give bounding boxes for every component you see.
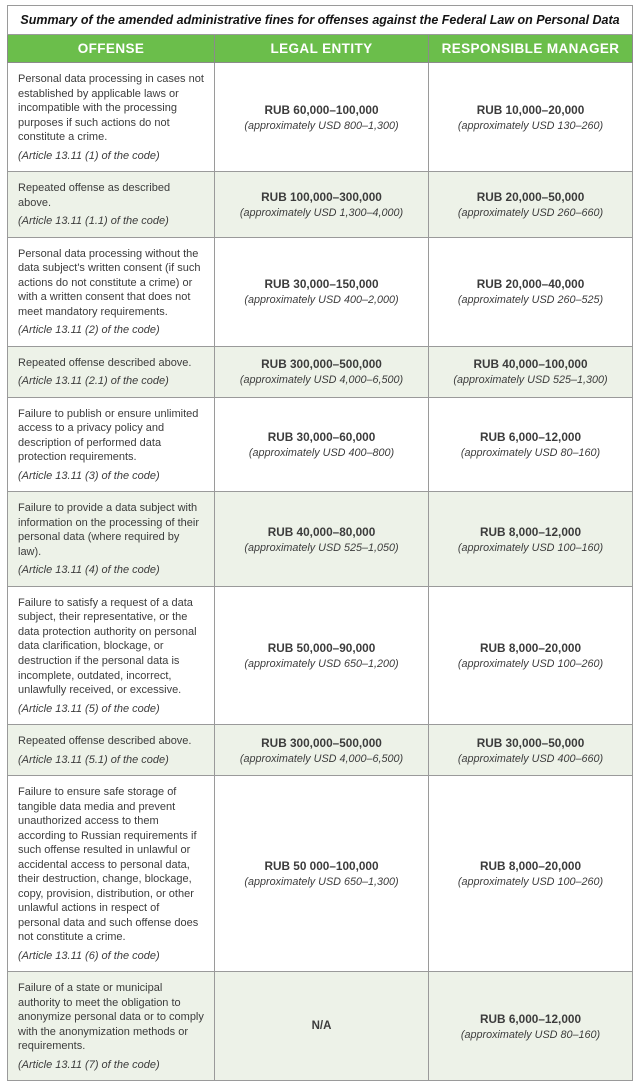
offense-cell [8, 346, 215, 397]
legal-entity-fine-usd: (approximately USD 800–1,300) [244, 119, 399, 132]
responsible-manager-fine-rub: RUB 8,000–20,000 [480, 859, 581, 874]
offense-description: Repeated offense described above. [18, 356, 192, 369]
responsible-manager-fine-usd: (approximately USD 260–525) [457, 294, 604, 307]
table-row [8, 63, 633, 172]
article-reference: (Article 13.11 (2) of the code) [18, 324, 160, 337]
responsible-manager-fine-usd: (approximately USD 130–260) [457, 119, 604, 132]
article-reference: (Article 13.11 (1) of the code) [18, 149, 160, 162]
column-header-offense: OFFENSE [8, 35, 215, 63]
responsible-manager-fine-rub: RUB 8,000–12,000 [480, 524, 581, 539]
article-reference: (Article 13.11 (5) of the code) [18, 702, 160, 715]
responsible-manager-fine-rub: RUB 10,000–20,000 [476, 102, 585, 117]
responsible-manager-fine-rub: RUB 30,000–50,000 [476, 735, 585, 750]
table-row [8, 346, 633, 397]
table-row [8, 776, 633, 972]
responsible-manager-fine-usd: (approximately USD 100–260) [457, 876, 604, 889]
legal-entity-fine-cell [215, 172, 429, 238]
table-row [8, 397, 633, 492]
legal-entity-fine-rub: RUB 50,000–90,000 [267, 640, 376, 655]
offense-cell [8, 237, 215, 346]
legal-entity-fine-cell [215, 492, 429, 587]
offense-description: Personal data processing without the data subject's written consent (if such actions do not constitute a crime) or with a written consent that does not meet mandatory requirements. [18, 247, 201, 318]
responsible-manager-fine-cell [429, 776, 633, 972]
legal-entity-fine-usd: (approximately USD 400–2,000) [244, 294, 399, 307]
column-header-legal-entity: LEGAL ENTITY [215, 35, 429, 63]
legal-entity-fine-cell [215, 776, 429, 972]
responsible-manager-fine-cell [429, 237, 633, 346]
offense-description: Failure to satisfy a request of a data subject, their representative, or the data protection authority on personal data clarification, blockage, or destruction if the personal data is incomplete, outdated, incorrect, unlawfully received, or excessive. [18, 596, 197, 697]
offense-cell [8, 397, 215, 492]
responsible-manager-fine-usd: (approximately USD 525–1,300) [453, 374, 608, 387]
responsible-manager-fine-rub: RUB 20,000–50,000 [476, 189, 585, 204]
legal-entity-fine-cell [215, 725, 429, 776]
fines-table [7, 5, 633, 1081]
table-row [8, 237, 633, 346]
offense-cell [8, 492, 215, 587]
offense-description: Repeated offense described above. [18, 735, 192, 748]
legal-entity-fine-usd: (approximately USD 1,300–4,000) [239, 206, 404, 219]
responsible-manager-fine-cell [429, 346, 633, 397]
legal-entity-fine-cell [215, 63, 429, 172]
offense-description: Failure to publish or ensure unlimited access to a privacy policy and description of performed data protection requirements. [18, 407, 199, 464]
table-row [8, 586, 633, 724]
legal-entity-fine-usd: (approximately USD 4,000–6,500) [239, 752, 404, 765]
article-reference: (Article 13.11 (5.1) of the code) [18, 753, 169, 766]
responsible-manager-fine-rub: RUB 20,000–40,000 [476, 277, 585, 292]
article-reference: (Article 13.11 (2.1) of the code) [18, 375, 169, 388]
responsible-manager-fine-usd: (approximately USD 400–660) [457, 752, 604, 765]
table-row [8, 172, 633, 238]
responsible-manager-fine-usd: (approximately USD 100–160) [457, 541, 604, 554]
legal-entity-fine-usd: (approximately USD 650–1,300) [244, 876, 399, 889]
legal-entity-fine-cell [215, 237, 429, 346]
responsible-manager-fine-cell [429, 397, 633, 492]
fines-table-body [8, 63, 633, 1081]
responsible-manager-fine-cell [429, 172, 633, 238]
offense-cell [8, 172, 215, 238]
legal-entity-fine-usd: (approximately USD 650–1,200) [244, 657, 399, 670]
offense-cell [8, 63, 215, 172]
table-row [8, 492, 633, 587]
offense-description: Failure of a state or municipal authority to meet the obligation to anonymize personal data or to comply with the anonymization methods or requirements. [18, 982, 204, 1053]
legal-entity-fine-rub: N/A [311, 1020, 332, 1033]
legal-entity-fine-cell [215, 346, 429, 397]
article-reference: (Article 13.11 (3) of the code) [18, 469, 160, 482]
article-reference: (Article 13.11 (4) of the code) [18, 564, 160, 577]
legal-entity-fine-cell [215, 586, 429, 724]
article-reference: (Article 13.11 (7) of the code) [18, 1058, 160, 1071]
responsible-manager-fine-cell [429, 586, 633, 724]
table-title: Summary of the amended administrative fines for offenses against the Federal Law on Personal Data [8, 6, 633, 35]
offense-description: Personal data processing in cases not established by applicable laws or incompatible with the processing purposes if such actions do not constitute a crime. [18, 73, 204, 144]
legal-entity-fine-rub: RUB 300,000–500,000 [261, 357, 382, 372]
table-row [8, 972, 633, 1081]
responsible-manager-fine-cell [429, 972, 633, 1081]
legal-entity-fine-cell [215, 972, 429, 1081]
legal-entity-fine-rub: RUB 30,000–60,000 [267, 430, 376, 445]
responsible-manager-fine-usd: (approximately USD 260–660) [457, 206, 604, 219]
responsible-manager-fine-usd: (approximately USD 100–260) [457, 657, 604, 670]
column-header-responsible-manager: RESPONSIBLE MANAGER [429, 35, 633, 63]
responsible-manager-fine-cell [429, 63, 633, 172]
responsible-manager-fine-usd: (approximately USD 80–160) [460, 1028, 601, 1041]
responsible-manager-fine-rub: RUB 6,000–12,000 [480, 1011, 581, 1026]
responsible-manager-fine-usd: (approximately USD 80–160) [460, 447, 601, 460]
legal-entity-fine-rub: RUB 40,000–80,000 [267, 524, 376, 539]
offense-cell [8, 776, 215, 972]
responsible-manager-fine-rub: RUB 6,000–12,000 [480, 430, 581, 445]
responsible-manager-fine-cell [429, 725, 633, 776]
responsible-manager-fine-rub: RUB 40,000–100,000 [473, 357, 588, 372]
table-title-row [8, 6, 633, 35]
offense-description: Repeated offense as described above. [18, 182, 171, 209]
offense-description: Failure to ensure safe storage of tangible data media and prevent unauthorized access to them according to Russian requirements if such offense resulted in unlawful or accidental access to personal data, their destruction, change, blockage, copy, provision, distribution, or other unlawful actions in respect of personal data and such offense does not constitute a crime. [18, 786, 199, 944]
offense-cell [8, 725, 215, 776]
responsible-manager-fine-cell [429, 492, 633, 587]
offense-cell [8, 972, 215, 1081]
legal-entity-fine-rub: RUB 30,000–150,000 [264, 277, 379, 292]
offense-cell [8, 586, 215, 724]
legal-entity-fine-rub: RUB 300,000–500,000 [261, 735, 382, 750]
legal-entity-fine-usd: (approximately USD 4,000–6,500) [239, 374, 404, 387]
article-reference: (Article 13.11 (6) of the code) [18, 949, 160, 962]
article-reference: (Article 13.11 (1.1) of the code) [18, 215, 169, 228]
table-header-row [8, 35, 633, 63]
legal-entity-fine-rub: RUB 50 000–100,000 [264, 859, 379, 874]
legal-entity-fine-usd: (approximately USD 525–1,050) [244, 541, 399, 554]
offense-description: Failure to provide a data subject with information on the processing of their personal data (where required by law). [18, 502, 199, 558]
legal-entity-fine-usd: (approximately USD 400–800) [248, 447, 395, 460]
table-row [8, 725, 633, 776]
legal-entity-fine-rub: RUB 100,000–300,000 [261, 189, 382, 204]
legal-entity-fine-cell [215, 397, 429, 492]
legal-entity-fine-rub: RUB 60,000–100,000 [264, 102, 379, 117]
responsible-manager-fine-rub: RUB 8,000–20,000 [480, 640, 581, 655]
